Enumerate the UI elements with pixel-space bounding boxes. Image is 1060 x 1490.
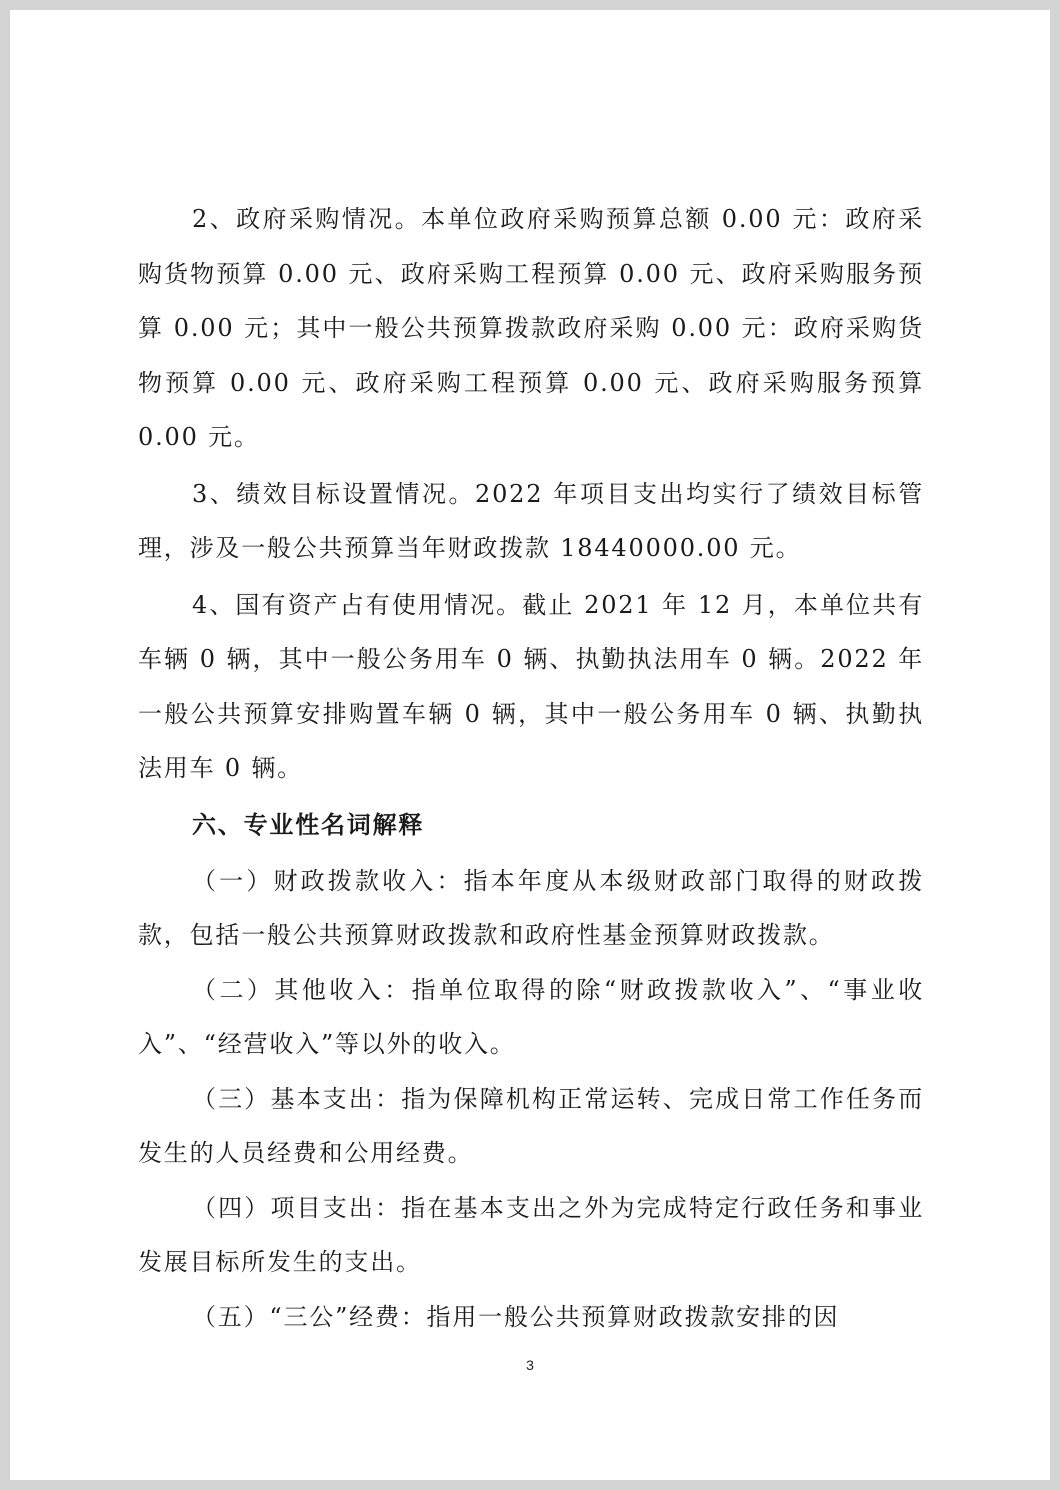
paragraph-performance-targets: 3、绩效目标设置情况。2022 年项目支出均实行了绩效目标管理，涉及一般公共预算当年财政拨款 18440000.00 元。 <box>138 479 924 562</box>
document-page <box>10 10 1050 1480</box>
page-number: 3 <box>526 1357 534 1373</box>
paragraph-term-other-income: （二）其他收入：指单位取得的除“财政拨款收入”、“事业收入”、“经营收入”等以外的收入。 <box>138 975 924 1058</box>
paragraph-state-assets: 4、国有资产占有使用情况。截止 2021 年 12 月，本单位共有车辆 0 辆，其中一般公务用车 0 辆、执勤执法用车 0 辆。2022 年一般公共预算安排购置车辆 0 辆，其中一般公务用车 0 辆、执勤执法用车 0 辆。 <box>138 590 924 782</box>
paragraph-term-project-expenditure: （四）项目支出：指在基本支出之外为完成特定行政任务和事业发展目标所发生的支出。 <box>138 1193 924 1276</box>
paragraph-term-three-public-expenses: （五）“三公”经费：指用一般公共预算财政拨款安排的因 <box>192 1302 840 1331</box>
paragraph-government-procurement: 2、政府采购情况。本单位政府采购预算总额 0.00 元：政府采购货物预算 0.00 元、政府采购工程预算 0.00 元、政府采购服务预算 0.00 元；其中一般公共预算拨款政府采购 0.00 元：政府采购货物预算 0.00 元、政府采购工程预算 0.00 元、政府采购服务预算 0.00 元。 <box>138 205 924 451</box>
page-content <box>138 192 924 1344</box>
paragraph-term-fiscal-appropriation: （一）财政拨款收入：指本年度从本级财政部门取得的财政拨款，包括一般公共预算财政拨款和政府性基金预算财政拨款。 <box>138 866 924 949</box>
section-heading-terms: 六、专业性名词解释 <box>192 810 425 839</box>
paragraph-term-basic-expenditure: （三）基本支出：指为保障机构正常运转、完成日常工作任务而发生的人员经费和公用经费。 <box>138 1084 924 1167</box>
